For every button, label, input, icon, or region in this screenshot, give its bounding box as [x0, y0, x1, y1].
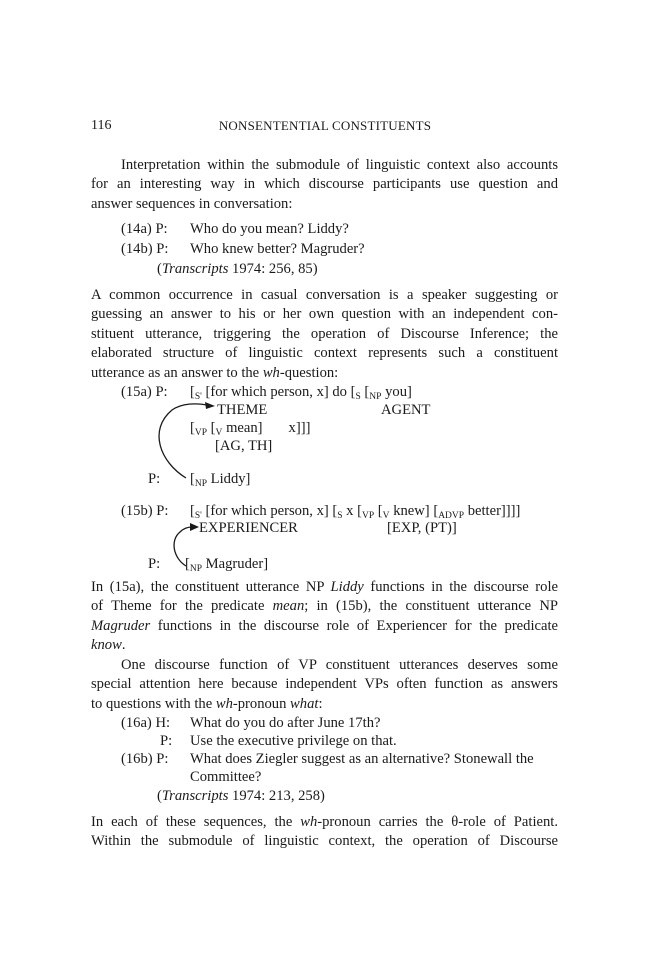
theme-role: THEME — [217, 402, 268, 418]
bracket: [ — [190, 471, 195, 487]
italic-know: know — [91, 637, 122, 654]
category-label: NP — [369, 392, 382, 402]
text: mean] — [222, 420, 263, 436]
bracket: [ — [185, 556, 190, 572]
text: to questions with the — [91, 695, 216, 712]
italic-wh: wh — [215, 695, 233, 712]
arrowhead-icon — [190, 523, 199, 531]
answer-speaker-label: P: — [148, 471, 161, 487]
text-line — [91, 578, 558, 597]
text: -pronoun — [232, 695, 291, 712]
category-label: ADVP — [438, 511, 465, 521]
text-line — [91, 617, 558, 636]
arrow-curve — [174, 527, 192, 566]
text: In each of these sequences, the — [91, 814, 301, 830]
text-line: special attention here because independent VPs often function as answers — [91, 676, 558, 693]
open-paren: ( — [157, 261, 162, 277]
text-line — [91, 813, 558, 832]
text: Magruder] — [202, 556, 269, 572]
bracket: [ — [190, 384, 195, 400]
example-14b-label: (14b) P: — [121, 241, 169, 257]
paragraph-explanation — [91, 578, 558, 656]
example-14a-text: Who do you mean? Liddy? — [190, 221, 349, 237]
text-line: guessing an answer to his or her own question with an independent con- — [91, 306, 558, 323]
example-16b-label: (16b) P: — [121, 751, 169, 767]
category-label: V — [215, 428, 223, 438]
source-title: Transcripts — [161, 261, 229, 277]
text: you] — [381, 384, 412, 400]
text: In (15a), the constituent utterance NP — [91, 579, 331, 595]
category-label: NP — [194, 479, 208, 489]
italic-liddy: Liddy — [330, 579, 364, 595]
text: utterance as an answer to the — [91, 364, 263, 381]
text: [ — [374, 503, 383, 519]
answer-speaker-label: P: — [148, 556, 161, 572]
text: ; in (15b), the constituent utterance NP — [304, 598, 558, 615]
text-line: stituent utterance, triggering the operation of Discourse Inference; the — [91, 325, 558, 342]
running-title: NONSENTENTIAL CONSTITUENTS — [218, 118, 432, 133]
source-title: Transcripts — [161, 788, 229, 804]
bracket: [ — [190, 420, 195, 436]
text: better]]]] — [464, 503, 521, 519]
text: [for which person, x] do [ — [201, 384, 356, 400]
paragraph-sequences — [91, 813, 558, 852]
agent-role: AGENT — [381, 402, 431, 418]
example-16a-label: (16a) H: — [121, 715, 171, 731]
example-16a-text: What do you do after June 17th? — [190, 715, 381, 731]
text: -question: — [279, 364, 339, 381]
italic-magruder: Magruder — [91, 617, 151, 634]
category-label: VP — [194, 428, 208, 438]
experiencer-role: EXPERIENCER — [199, 520, 298, 536]
text-line: Interpretation within the submodule of linguistic context also accounts — [121, 157, 558, 173]
text: functions in the discourse role — [363, 579, 558, 595]
category-label: S' — [194, 392, 202, 402]
text: [for which person, x] [ — [201, 503, 338, 519]
source-ref: 1974: 256, 85) — [228, 261, 318, 277]
text: : — [318, 695, 323, 712]
example-16-source — [157, 788, 325, 805]
text: functions in the discourse role of Experiencer for the predicate — [150, 617, 558, 634]
text: knew] [ — [389, 503, 439, 519]
category-label: S — [355, 392, 361, 402]
text-line — [91, 695, 558, 714]
example-16a-response-label: P: — [160, 733, 173, 749]
text-line: Within the submodule of linguistic context, the operation of Discourse — [91, 833, 558, 850]
theta-grid-15b: [EXP, (PT)] — [387, 520, 457, 536]
italic-mean: mean — [272, 598, 305, 615]
example-14a-label: (14a) P: — [121, 221, 168, 237]
page-number: 116 — [91, 118, 112, 133]
text-line — [91, 597, 558, 616]
example-16a-response-text: Use the executive privilege on that. — [190, 733, 397, 749]
text: . — [121, 637, 126, 654]
text: [ — [207, 420, 216, 436]
text: x]]] — [288, 420, 311, 436]
text-line: answer sequences in conversation: — [91, 195, 293, 212]
text-line: elaborated structure of linguistic context represents such a constituent — [91, 345, 558, 362]
text-line: A common occurrence in casual conversation is a speaker suggesting or — [91, 287, 558, 303]
source-ref: 1974: 213, 258) — [228, 788, 325, 804]
theta-grid-15a: [AG, TH] — [215, 438, 273, 454]
italic-wh: wh — [300, 814, 318, 830]
text: Liddy] — [207, 471, 251, 487]
example-16b-text: What does Ziegler suggest as an alternative? Stonewall the — [190, 751, 534, 767]
category-label: S' — [194, 511, 202, 521]
category-label: NP — [189, 564, 203, 574]
text: of Theme for the predicate — [91, 598, 273, 615]
text: [ — [360, 384, 370, 400]
text-line: for an interesting way in which discourse participants use question and — [91, 176, 558, 193]
italic-what: what — [290, 695, 319, 712]
category-label: VP — [362, 511, 375, 521]
bracket: [ — [190, 503, 195, 519]
example-15a-label: (15a) P: — [121, 384, 168, 400]
text: -pronoun carries the θ-role of Patient. — [317, 814, 558, 830]
category-label: V — [382, 511, 390, 521]
text: x [ — [342, 503, 362, 519]
example-15b-label: (15b) P: — [121, 503, 169, 519]
text-line: One discourse function of VP constituent utterances deserves some — [121, 657, 558, 673]
example-16b-text-cont: Committee? — [190, 769, 262, 785]
paragraph-vp-function — [91, 656, 558, 714]
italic-wh: wh — [262, 364, 280, 381]
open-paren: ( — [157, 788, 162, 804]
example-14b-text: Who knew better? Magruder? — [190, 241, 365, 257]
text-line — [91, 636, 558, 655]
category-label: S — [337, 511, 343, 521]
